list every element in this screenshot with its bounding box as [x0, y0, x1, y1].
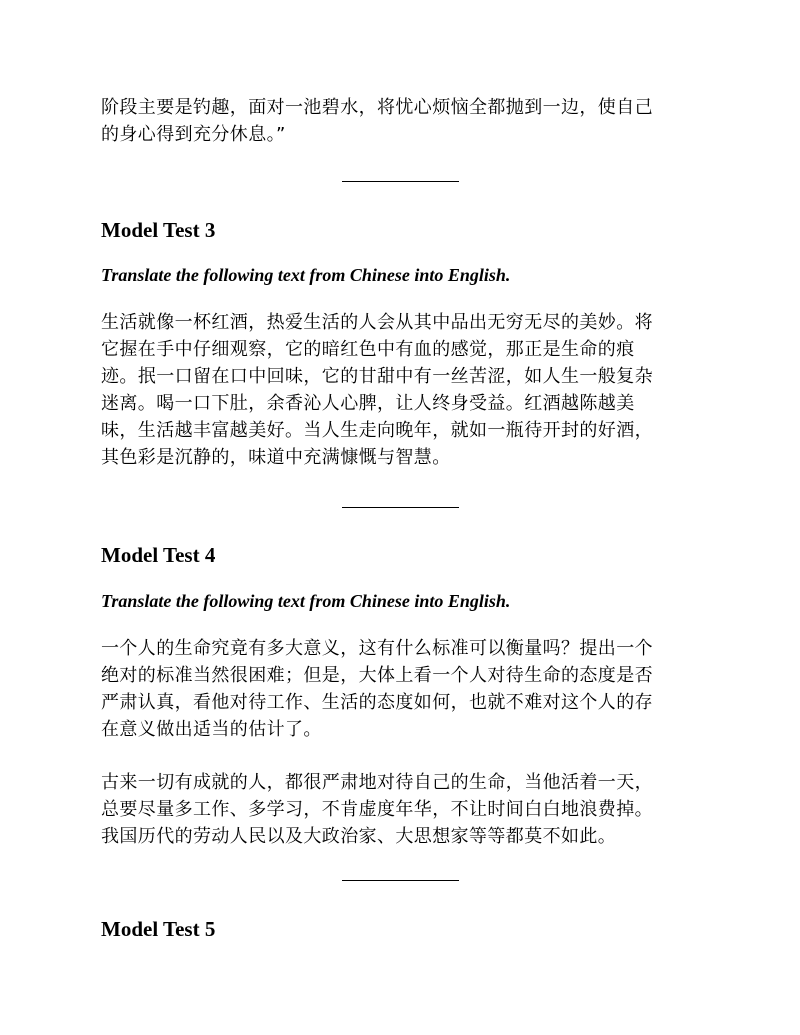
model-test-4-instruction: Translate the following text from Chinese into English. — [101, 591, 511, 611]
text-line: 在意义做出适当的估计了。 — [101, 719, 322, 740]
model-test-3-instruction: Translate the following text from Chinese into English. — [101, 265, 511, 285]
text-line: 绝对的标准当然很困难；但是，大体上看一个人对待生命的态度是否 — [101, 665, 653, 686]
text-line: 味，生活越丰富越美好。当人生走向晚年，就如一瓶待开封的好酒， — [101, 420, 653, 441]
section-divider — [342, 880, 459, 881]
text-line: 迹。抿一口留在口中回味，它的甘甜中有一丝苦涩，如人生一般复杂 — [101, 366, 653, 387]
text-line: 我国历代的劳动人民以及大政治家、大思想家等等都莫不如此。 — [101, 826, 617, 847]
model-test-4-heading: Model Test 4 — [101, 543, 216, 567]
model-test-4-paragraph-1 — [101, 635, 701, 743]
text-line: 其色彩是沉静的，味道中充满慷慨与智慧。 — [101, 447, 451, 468]
model-test-3-paragraph — [101, 309, 701, 471]
text-line: 严肃认真，看他对待工作、生活的态度如何，也就不难对这个人的存 — [101, 692, 653, 713]
text-line: 阶段主要是钓趣，面对一池碧水，将忧心烦恼全都抛到一边，使自己 — [101, 97, 653, 118]
text-line: 生活就像一杯红酒，热爱生活的人会从其中品出无穷无尽的美妙。将 — [101, 312, 653, 333]
model-test-4-paragraph-2 — [101, 769, 701, 850]
model-test-3-heading: Model Test 3 — [101, 218, 216, 242]
section-divider — [342, 181, 459, 182]
text-line: 的身心得到充分休息。” — [101, 124, 286, 145]
text-line: 一个人的生命究竟有多大意义，这有什么标准可以衡量吗？提出一个 — [101, 638, 653, 659]
intro-paragraph — [101, 94, 701, 148]
model-test-5-heading: Model Test 5 — [101, 917, 216, 941]
text-line: 总要尽量多工作、多学习，不肯虚度年华，不让时间白白地浪费掉。 — [101, 799, 653, 820]
text-line: 古来一切有成就的人，都很严肃地对待自己的生命，当他活着一天， — [101, 772, 653, 793]
text-line: 迷离。喝一口下肚，余香沁人心脾，让人终身受益。红酒越陈越美 — [101, 393, 635, 414]
section-divider — [342, 507, 459, 508]
text-line: 它握在手中仔细观察，它的暗红色中有血的感觉，那正是生命的痕 — [101, 339, 635, 360]
